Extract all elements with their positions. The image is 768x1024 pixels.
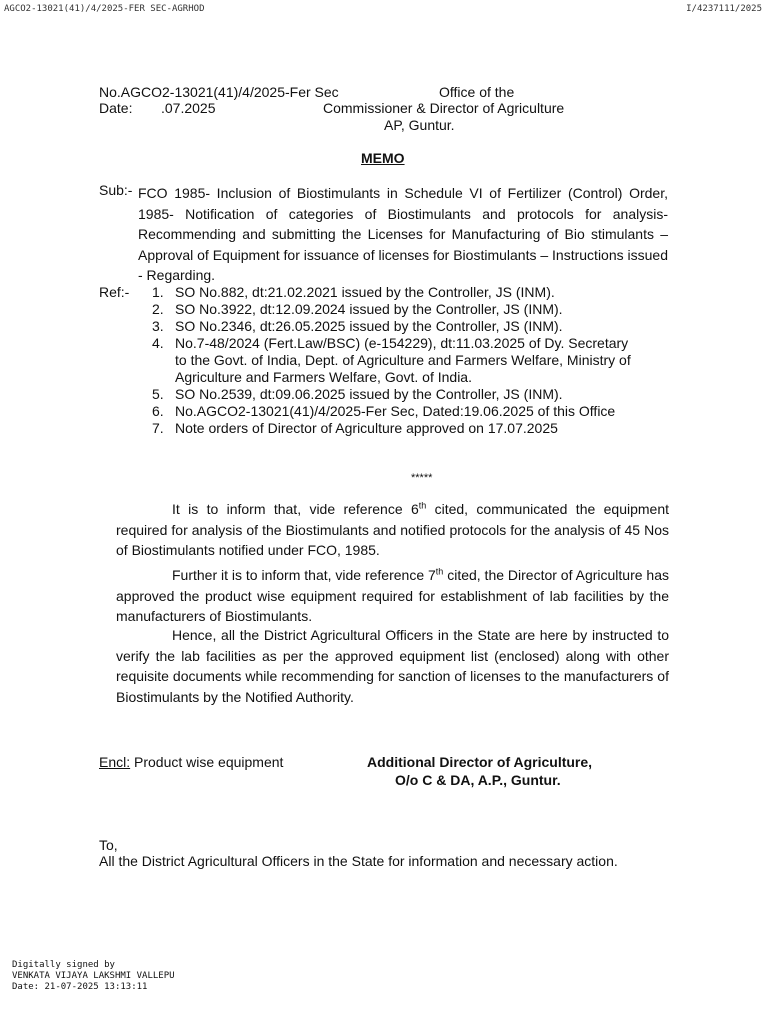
subject-label: Sub:-	[99, 182, 133, 198]
body-paragraph-1-end: cited, communicated the equipment required for analysis of the Biostimulants and notified protocols for the analysis of 45 Nos of Biostimulants notified under FCO, 1985.	[116, 501, 669, 558]
reference-number-3: 3.	[152, 318, 164, 334]
memo-title: MEMO	[361, 150, 405, 166]
signatory-office: O/o C & DA, A.P., Guntur.	[395, 772, 561, 788]
reference-list	[152, 284, 632, 437]
reference-number-2: 2.	[152, 301, 164, 317]
file-number-header: AGCO2-13021(41)/4/2025-FER SEC-AGRHOD	[4, 4, 205, 14]
to-recipients: All the District Agricultural Officers in the State for information and necessary action.	[99, 853, 618, 869]
body-paragraph-2	[116, 565, 669, 627]
body-paragraph-1-start: It is to inform that, vide reference 6	[172, 501, 419, 517]
reference-number-6: 6.	[152, 403, 164, 419]
reference-text-5: SO No.2539, dt:09.06.2025 issued by the Controller, JS (INM).	[175, 386, 563, 402]
list-item	[152, 335, 632, 386]
office-line-1: Office of the	[439, 84, 515, 100]
reference-number-5: 5.	[152, 386, 164, 402]
to-label: To,	[99, 837, 118, 853]
reference-number-1: 1.	[152, 284, 164, 300]
subject-text: FCO 1985- Inclusion of Biostimulants in Schedule VI of Fertilizer (Control) Order, 1985- Notification of categories of Biostimulants and protocols for analysis- Recommending and submitting the Licenses for Manufacturing of Bio stimulants – Approval of Equipment for issuance of licenses for Biostimulants – Instructions issued - Regarding.	[138, 185, 668, 283]
office-line-2: Commissioner & Director of Agriculture	[323, 100, 565, 116]
date-value: .07.2025	[161, 100, 216, 116]
office-line-3: AP, Guntur.	[384, 117, 455, 133]
list-item	[152, 301, 632, 318]
reference-text-1: SO No.882, dt:21.02.2021 issued by the Controller, JS (INM).	[175, 284, 555, 300]
reference-number-7: 7.	[152, 420, 164, 436]
body-paragraph-2-start: Further it is to inform that, vide reference 7	[172, 567, 436, 583]
list-item	[152, 386, 632, 403]
body-paragraph-3-text: Hence, all the District Agricultural Officers in the State are here by instructed to verify the lab facilities as per the approved equipment list (enclosed) along with other requisite documents while recommending for sanction of licenses to the manufacturers of Biostimulants by the Notified Authority.	[116, 627, 669, 705]
reference-text-2: SO No.3922, dt:12.09.2024 issued by the Controller, JS (INM).	[175, 301, 563, 317]
body-paragraph-3	[116, 625, 669, 707]
separator: *****	[411, 472, 433, 484]
enclosure-label: Encl:	[99, 754, 131, 770]
reference-text-4: No.7-48/2024 (Fert.Law/BSC) (e-154229), dt:11.03.2025 of Dy. Secretary to the Govt. of India, Dept. of Agriculture and Farmers Welfare, Ministry of Agriculture and Farmers Welfare, Govt. of India.	[175, 335, 631, 385]
list-item	[152, 403, 632, 420]
body-paragraph-2-end: cited, the Director of Agriculture has approved the product wise equipment required for establishment of lab facilities by the manufacturers of Biostimulants.	[116, 567, 669, 624]
reference-number-4: 4.	[152, 335, 164, 351]
enclosure-text: Product wise equipment	[130, 754, 284, 770]
digital-signature-date: Date: 21-07-2025 13:13:11	[12, 982, 148, 992]
list-item	[152, 420, 632, 437]
receipt-number-header: I/4237111/2025	[686, 4, 762, 14]
body-paragraph-2-sup: th	[435, 566, 444, 577]
reference-text-6: No.AGCO2-13021(41)/4/2025-Fer Sec, Dated:19.06.2025 of this Office	[175, 403, 616, 419]
body-paragraph-1-sup: th	[418, 500, 427, 511]
list-item	[152, 318, 632, 335]
digital-signature-signer: VENKATA VIJAYA LAKSHMI VALLEPU	[12, 971, 175, 981]
reference-number: No.AGCO2-13021(41)/4/2025-Fer Sec	[99, 84, 339, 100]
date-label: Date:	[99, 100, 133, 116]
list-item	[152, 284, 632, 301]
body-paragraph-1	[116, 499, 669, 561]
reference-label: Ref:-	[99, 284, 130, 300]
enclosure	[99, 754, 283, 771]
digital-signature-line-1: Digitally signed by	[12, 960, 115, 970]
signatory-title: Additional Director of Agriculture,	[367, 754, 593, 770]
reference-text-3: SO No.2346, dt:26.05.2025 issued by the Controller, JS (INM).	[175, 318, 563, 334]
reference-text-7: Note orders of Director of Agriculture approved on 17.07.2025	[175, 420, 558, 436]
